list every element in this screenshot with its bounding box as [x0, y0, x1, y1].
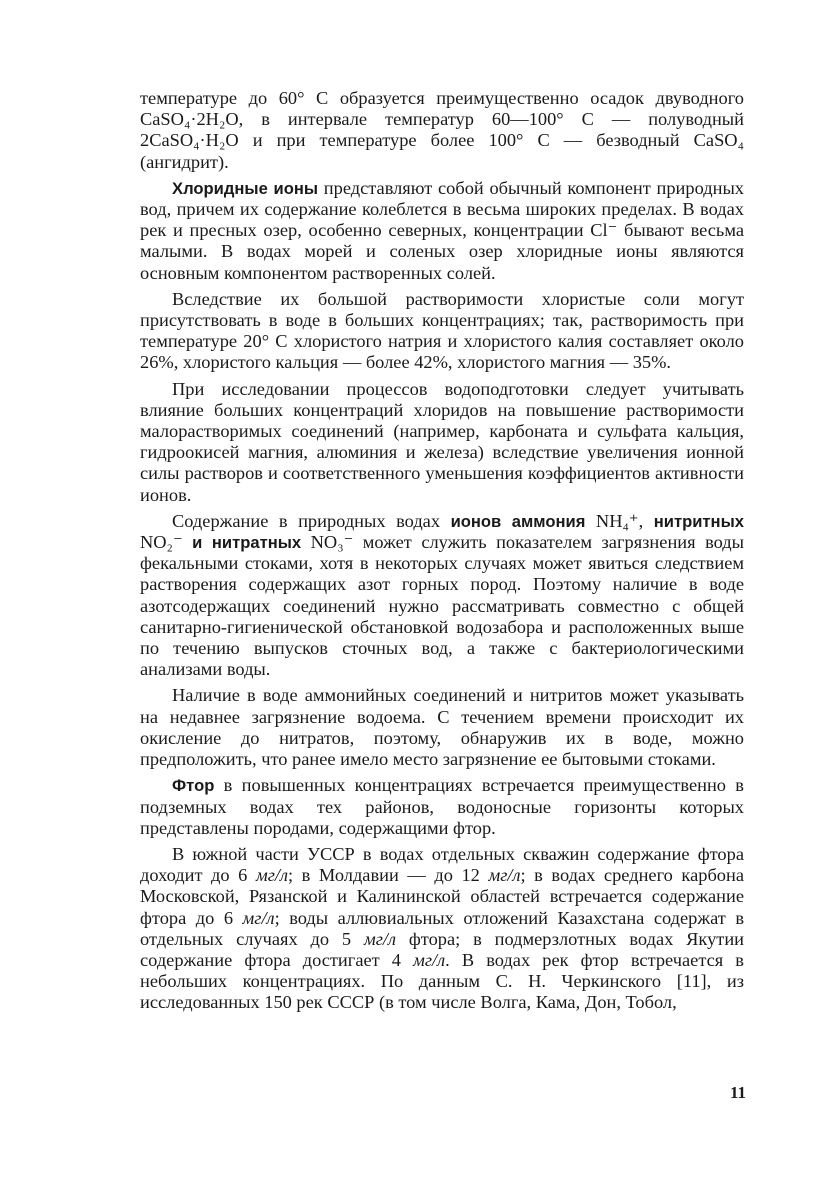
paragraph-chloride-ions — [140, 178, 744, 284]
paragraph-calcium-sulfate — [140, 88, 744, 173]
paragraph-fluorine — [140, 775, 744, 839]
term-nitrate: и нитратных — [192, 533, 302, 553]
paragraph-text: может служить показателем загрязнения воды фекальными стоками, хотя в некоторых случаях может явиться следствием растворения содержащих азот горных пород. Поэтому наличие в воде азотсодержащих соединений нужно рассматривать совместно с общей санитарно-гигиенической обстановкой водозабора и расположенных выше по течению выпусков сточных вод, а также с бактериологическими анализами воды. — [140, 532, 745, 680]
paragraph-text: температуре до 60° С образуется преимущественно осадок двуводного CaSO₄·2H₂O, в интервале температур 60—100° С — полуводный 2CaSO₄·H₂O и при температуре более 100° С — безводный CaSO₄ (ангидрит). — [140, 88, 744, 172]
paragraph-recent-pollution — [140, 685, 744, 770]
body-text — [140, 88, 744, 1019]
paragraph-text: В южной части УССР в водах отдельных скважин содержание фтора доходит до 6 — [140, 843, 744, 886]
paragraph-fluorine-regions — [140, 844, 744, 1014]
paragraph-text: ; в Молдавии — до 12 — [288, 865, 489, 886]
term-ammonium-ions: ионов аммония — [450, 511, 586, 531]
paragraph-text: Вследствие их большой растворимости хлористые соли могут присутствовать в воде в больших концентрациях; так, растворимость при температуре 20° С хлористого натрия и хлористого калия составляет около 26%, хлористого кальция — более 42%, хлористого магния — 35%. — [140, 288, 744, 373]
unit-mg-per-l: мг/л — [488, 865, 521, 886]
paragraph-text: ; воды аллювиальных отложений Казахстана содержат в отдельных случаях до 5 — [140, 907, 744, 949]
paragraph-text: При исследовании процессов водоподготовки следует учитывать влияние больших концентраций хлоридов на повышение растворимости малорастворимых соединений (например, карбоната и сульфата кальция, гидроокисей магния, алюминия и железа) вследствие увеличения ионной силы растворов и соответственного уменьшения коэффициентов активности ионов. — [140, 378, 744, 505]
term-fluorine: Фтор — [172, 776, 215, 796]
unit-mg-per-l: мг/л — [255, 865, 288, 886]
paragraph-text: Наличие в воде аммонийных соединений и нитритов может указывать на недавнее загрязнение водоема. С течением времени происходит их окисление до нитратов, поэтому, обнаружив их в воде, можно предположить, что ранее имело место загрязнение ее бытовыми стоками. — [140, 685, 744, 770]
paragraph-nitrogen-ions — [140, 511, 744, 681]
paragraph-text: представляют собой обычный компонент природных вод, причем их содержание колеблется в весьма широких пределах. В водах рек и пресных озер, особенно северных, концентрации Cl⁻ бывают весьма малыми. В водах морей и соленых озер хлоридные ионы являются основным компонентом растворенных солей. — [140, 177, 744, 283]
formula-nitrite: NO₂⁻ — [140, 532, 193, 553]
paragraph-text: ; в водах среднего карбона Московской, Рязанской и Калининской областей встречается содержание фтора до 6 — [140, 865, 744, 928]
paragraph-text: Содержание в природных водах — [172, 510, 451, 531]
formula-ammonium: NH₄⁺, — [585, 510, 654, 531]
paragraph-water-treatment — [140, 379, 744, 506]
unit-mg-per-l: мг/л — [413, 949, 446, 970]
paragraph-text: . В водах рек фтор встречается в небольших концентрациях. По данным С. Н. Черкинского [11], из исследованных 150 рек СССР (в том числе Волга, Кама, Дон, Тобол, — [140, 949, 744, 1013]
paragraph-text: фтора; в подмерзлотных водах Якутии содержание фтора достигает 4 — [140, 928, 745, 970]
page-number: 11 — [729, 1083, 746, 1102]
term-nitrite: нитритных — [653, 511, 744, 531]
paragraph-chloride-solubility — [140, 289, 744, 374]
term-chloride-ions: Хлоридные ионы — [172, 178, 319, 198]
unit-mg-per-l: мг/л — [363, 928, 397, 949]
unit-mg-per-l: мг/л — [242, 907, 275, 928]
paragraph-text: в повышенных концентрациях встречается преимущественно в подземных водах тех районов, водоносные горизонты которых представлены породами, содержащими фтор. — [140, 775, 744, 838]
formula-nitrate: NO₃⁻ — [301, 532, 354, 553]
